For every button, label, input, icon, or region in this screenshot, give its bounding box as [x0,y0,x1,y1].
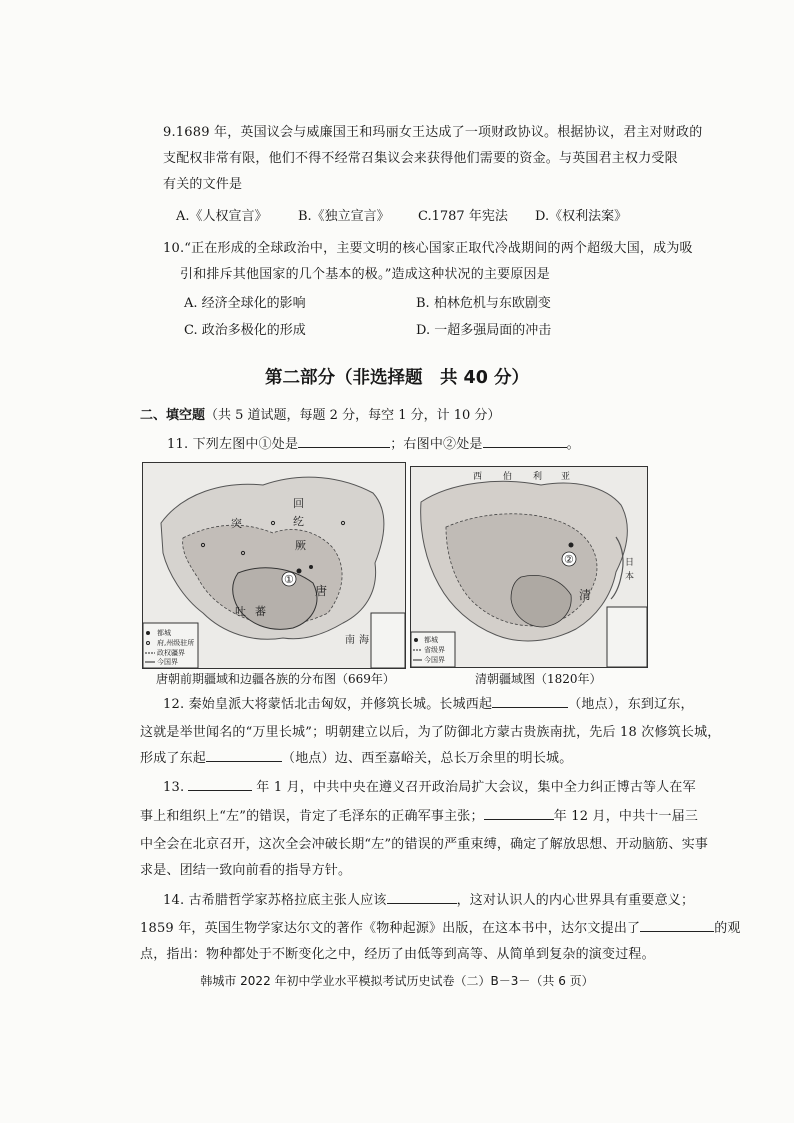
tang-label-hui: 回 [293,497,304,510]
q14-blank-1[interactable] [387,889,457,904]
q9-option-b: B.《独立宣言》 [298,209,390,224]
tang-label-tu: 突 [231,517,242,530]
q13-text-1a: 13. [163,780,185,795]
tang-label-bo: 蕃 [255,605,266,618]
q10-option-a: A. 经济全球化的影响 [184,296,306,311]
q13-text-2a: 事上和组织上“左”的错误，肯定了毛泽东的正确军事主张； [140,809,484,824]
qing-marker-2: ② [564,553,574,566]
q10-option-c: C. 政治多极化的形成 [184,323,306,338]
q13-text-1b: 年 1 月，中共中央在遵义召开政治局扩大会议，集中全力纠正博古等人在军 [256,780,696,795]
q13-blank-1[interactable] [188,776,252,791]
tang-map-caption: 唐朝前期疆域和边疆各族的分布图（669年） [156,672,395,686]
qing-label-ya: 亚 [561,472,571,482]
tang-legend-border: 政权疆界 [157,649,185,657]
q12-line1 [163,692,694,718]
q13-line3: 中全会在北京召开，这次全会冲破长期“左”的错误的严重束缚，确定了解放思想、开动脑筋、实事 [140,837,709,852]
qing-label-ben: 本 [625,572,635,582]
qing-map-caption: 清朝疆域图（1820年） [475,672,602,686]
qing-legend-province: 省级界 [424,646,445,654]
q14-text-2a: 1859 年，英国生物学家达尔文的著作《物种起源》出版，在这本书中，达尔文提出了 [140,921,641,936]
tang-label-tu2: 吐 [235,605,246,618]
q12-line3 [140,746,572,772]
section2-desc: （共 5 道试题，每题 2 分，每空 1 分，计 10 分） [205,408,501,423]
qing-label-ri: 日 [625,558,635,568]
tang-label-nan: 南 [345,635,355,646]
q10-line1: 10.“正在形成的全球政治中，主要文明的核心国家正取代冷战期间的两个超级大国，成为吸 [163,241,693,256]
q14-line2 [140,916,741,942]
q12-text-1b: （地点），东到辽东， [568,697,694,712]
q10-line2: 引和排斥其他国家的几个基本的极。”造成这种状况的主要原因是 [180,267,550,282]
q12-text-1a: 12. 秦始皇派大将蒙恬北击匈奴，并修筑长城。长城西起 [163,697,493,712]
q14-text-2b: 的观 [714,921,741,936]
section2-header [140,404,500,423]
q9-option-d: D.《权利法案》 [535,209,628,224]
part2-heading: 第二部分（非选择题 共 40 分） [264,368,530,388]
q12-text-3a: 形成了东起 [140,751,207,766]
q14-blank-2[interactable] [640,917,714,932]
tang-label-tang: 唐 [315,584,328,598]
q12-blank-1[interactable] [492,693,568,708]
q10-option-d: D. 一超多强局面的冲击 [416,323,552,338]
tang-label-he: 纥 [293,515,304,528]
q12-line2: 这就是举世闻名的“万里长城”；明朝建立以后，为了防御北方蒙古贵族南扰，先后 18 次修筑长城， [140,725,721,740]
tang-legend-prefecture: 府,州级驻所 [157,639,195,647]
tang-legend-capital: 都城 [157,629,171,637]
qing-legend-capital: 都城 [424,636,438,644]
tang-map-drawing [143,463,405,668]
q13-line1 [163,775,696,801]
qing-label-qing: 清 [579,588,592,602]
q9-line1: 9.1689 年，英国议会与威廉国王和玛丽女王达成了一项财政协议。根据协议，君主对财政的 [163,125,703,140]
qing-map-drawing [411,467,647,667]
qing-label-bo: 伯 [503,472,513,482]
tang-label-jue: 厥 [295,539,306,552]
qing-legend-national: 今国界 [424,656,445,664]
q13-line2 [140,804,698,830]
q11 [167,432,580,458]
q13-text-2b: 年 12 月，中共十一届三 [553,809,699,824]
q9-option-c: C.1787 年宪法 [418,209,508,224]
tang-marker-1: ① [284,573,294,586]
page-footer: 韩城市 2022 年初中学业水平模拟考试历史试卷（二）B－3－（共 6 页） [200,974,594,988]
q14-line1 [163,888,694,914]
tang-map [142,462,406,669]
q11-part1: 11. 下列左图中①处是 [167,437,299,452]
q13-blank-2[interactable] [484,805,554,820]
q9-line3: 有关的文件是 [163,177,243,192]
section2-title: 二、填空题 [140,408,206,423]
q9-option-a: A.《人权宣言》 [176,209,268,224]
qing-map [410,466,648,668]
q11-part3: 。 [566,437,580,452]
q13-line4: 求是、团结一致向前看的指导方针。 [140,863,352,878]
q12-text-3b: （地点）边、西至嘉峪关，总长万余里的明长城。 [282,751,573,766]
q14-line3: 点，指出：物种都处于不断变化之中，经历了由低等到高等、从简单到复杂的演变过程。 [140,947,655,962]
q11-blank-1[interactable] [298,433,390,448]
q10-option-b: B. 柏林危机与东欧剧变 [416,296,551,311]
q12-blank-2[interactable] [206,747,282,762]
q9-line2: 支配权非常有限，他们不得不经常召集议会来获得他们需要的资金。与英国君主权力受限 [163,151,678,166]
tang-label-hai: 海 [359,635,369,646]
q14-text-1b: ，这对认识人的内心世界具有重要意义； [456,893,695,908]
qing-label-xi: 西 [473,472,483,482]
tang-legend-national: 今国界 [157,658,178,666]
q14-text-1a: 14. 古希腊哲学家苏格拉底主张人应该 [163,893,387,908]
q11-blank-2[interactable] [483,433,567,448]
qing-label-li: 利 [533,472,543,482]
q11-part2: ；右图中②处是 [390,437,483,452]
